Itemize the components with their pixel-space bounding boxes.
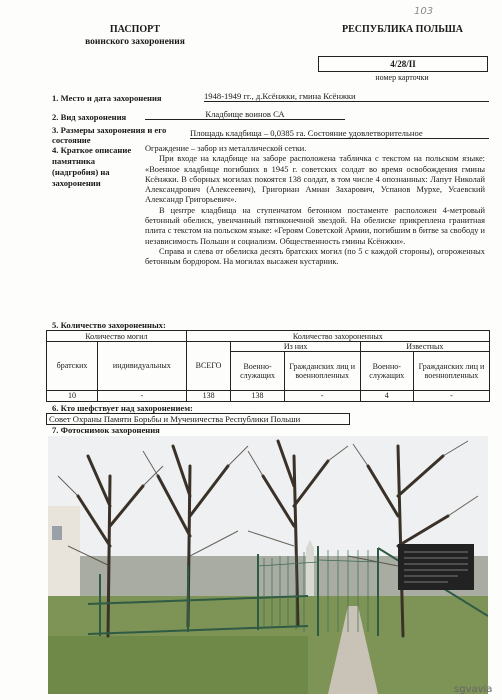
card-number-box xyxy=(318,56,488,72)
description-paragraph: В центре кладбища на ступенчатом бетонном постаменте расположен 4-метровый бетонный обелиск, увенчанный пятиконечной звездой. На обелиске прикреплена гранитная плита с текстом на польском языке: «Героям Советской Армии, погибшим в битве за свободу и независимость Польши и социализм. Общественность гмины Ксёнжки». xyxy=(145,205,485,246)
field-size-state-label: 3. Размеры захоронения и его состояние xyxy=(52,125,167,145)
handwritten-page-number: 103 xyxy=(414,6,434,17)
known-header: Известных xyxy=(360,342,489,352)
field-burial-type-label: 2. Вид захоронения xyxy=(52,112,127,122)
table-cell: 138 xyxy=(231,390,284,401)
count-section-title: 5. Количество захороненных: xyxy=(52,320,166,330)
of-them-header: Из них xyxy=(231,342,360,352)
field-place-date-label: 1. Место и дата захоронения xyxy=(52,93,162,103)
description-paragraph: При входе на кладбище на заборе расположена табличка с текстом на польском языке: «Военное кладбище погибших в 1945 г. советских солдат во время освобождения гмины Ксёнжки. В сборных могилах покоятся 138 солдат, в том числе 4 опознанных: Лапут Николай Александрович (Алексеевич), Григориан Амиан Захарович, Успанов Мурхе, Усаевский Александр Григорьевич». xyxy=(145,154,485,205)
col-individual-graves: индивидуальных xyxy=(98,342,187,391)
watermark: sgvavia xyxy=(454,684,493,695)
description-body xyxy=(145,144,485,268)
col-total: ВСЕГО xyxy=(186,342,231,391)
country-title: РЕСПУБЛИКА ПОЛЬША xyxy=(342,24,464,35)
table-cell: 4 xyxy=(360,390,413,401)
table-cell: 138 xyxy=(186,390,231,401)
cemetery-photo-illustration xyxy=(48,436,488,694)
col-mass-graves: братских xyxy=(47,342,98,391)
table-cell: - xyxy=(98,390,187,401)
description-paragraph: Ограждение – забор из металлической сетки. xyxy=(145,144,307,153)
field-burial-type-value: Кладбище воинов СА xyxy=(145,109,345,120)
card-number: 4/28/II xyxy=(390,59,416,69)
photo-title: 7. Фотоснимок захоронения xyxy=(52,425,160,435)
graves-header: Количество могил xyxy=(47,331,187,342)
patron-value: Совет Охраны Памяти Борьбы и Мученичества Республики Польши xyxy=(46,413,350,425)
card-number-label: номер карточки xyxy=(375,73,429,82)
passport-subtitle: воинского захоронения xyxy=(85,37,185,47)
buried-header: Количество захороненных xyxy=(186,331,489,342)
burials-count-table xyxy=(46,330,490,402)
description-label: 4. Краткое описание памятника (надгробия) на захоронении xyxy=(52,145,132,188)
description-paragraph: Справа и слева от обелиска десять братских могил (по 5 с каждой стороны), огороженных бетонным бордюром. На могилах высажен кустарник. xyxy=(145,246,485,267)
burial-photo xyxy=(48,436,488,694)
table-cell: - xyxy=(413,390,489,401)
col-military: Военно-служащих xyxy=(231,352,284,391)
col-known-civil: Гражданских лиц и военнопленных xyxy=(413,352,489,391)
table-cell: - xyxy=(284,390,360,401)
col-civil: Гражданских лиц и военнопленных xyxy=(284,352,360,391)
table-cell: 10 xyxy=(47,390,98,401)
patron-title: 6. Кто шефствует над захоронением: xyxy=(52,403,193,413)
passport-title: ПАСПОРТ xyxy=(109,24,161,35)
field-size-state-value: Площадь кладбища – 0,0385 га. Состояние удовлетворительное xyxy=(190,128,489,139)
col-known-military: Военно-служащих xyxy=(360,352,413,391)
field-place-date-value: 1948-1949 гг., д.Ксёнжки, гмина Ксёнжки xyxy=(204,91,489,102)
